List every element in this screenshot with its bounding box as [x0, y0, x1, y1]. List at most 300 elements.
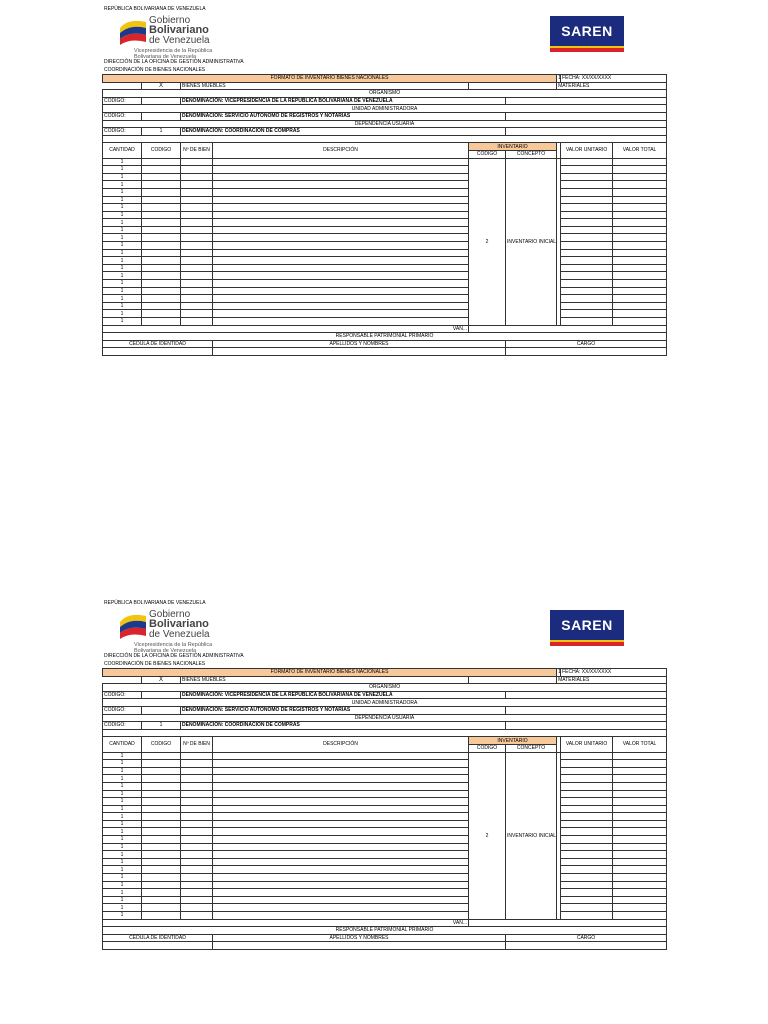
dep-codigo-value[interactable]: 1	[142, 722, 181, 730]
row-codigo[interactable]	[142, 851, 181, 859]
row-num-bien[interactable]	[181, 318, 213, 326]
org-codigo-value[interactable]	[142, 691, 181, 699]
row-codigo[interactable]	[142, 257, 181, 265]
row-descripcion[interactable]	[213, 234, 469, 242]
row-valor-unitario[interactable]	[561, 173, 613, 181]
fecha-field[interactable]: FECHA: XX/XX/XXXX	[561, 669, 667, 677]
fecha-field[interactable]: FECHA: XX/XX/XXXX	[561, 75, 667, 83]
row-descripcion[interactable]	[213, 219, 469, 227]
row-descripcion[interactable]	[213, 866, 469, 874]
row-num-bien[interactable]	[181, 173, 213, 181]
row-num-bien[interactable]	[181, 866, 213, 874]
row-cantidad[interactable]: 1	[103, 858, 142, 866]
row-cantidad[interactable]: 1	[103, 805, 142, 813]
row-descripcion[interactable]	[213, 302, 469, 310]
row-cantidad[interactable]: 1	[103, 912, 142, 920]
table-row	[103, 264, 667, 272]
row-num-bien[interactable]	[181, 264, 213, 272]
row-codigo[interactable]	[142, 204, 181, 212]
row-descripcion[interactable]	[213, 881, 469, 889]
row-num-bien[interactable]	[181, 782, 213, 790]
row-codigo[interactable]	[142, 912, 181, 920]
row-valor-unitario[interactable]	[561, 295, 613, 303]
row-num-bien[interactable]	[181, 272, 213, 280]
row-valor-unitario[interactable]	[561, 249, 613, 257]
row-descripcion[interactable]	[213, 310, 469, 318]
row-num-bien[interactable]	[181, 257, 213, 265]
row-cantidad[interactable]: 1	[103, 874, 142, 882]
row-valor-total[interactable]	[613, 234, 667, 242]
row-codigo[interactable]	[142, 166, 181, 174]
row-cantidad[interactable]: 1	[103, 820, 142, 828]
bienes-muebles-label: BIENES MUEBLES	[181, 82, 469, 90]
row-num-bien[interactable]	[181, 166, 213, 174]
cedula-field[interactable]	[103, 348, 213, 356]
org-codigo-label: CODIGO:	[103, 97, 142, 105]
row-descripcion[interactable]	[213, 204, 469, 212]
dep-codigo-value[interactable]: 1	[142, 128, 181, 136]
row-valor-total[interactable]	[613, 166, 667, 174]
row-num-bien[interactable]	[181, 904, 213, 912]
row-codigo[interactable]	[142, 295, 181, 303]
bienes-muebles-mark[interactable]: X	[142, 676, 181, 684]
row-valor-total[interactable]	[613, 851, 667, 859]
row-cantidad[interactable]: 1	[103, 181, 142, 189]
table-row	[103, 775, 667, 783]
row-valor-total[interactable]	[613, 798, 667, 806]
row-codigo[interactable]	[142, 211, 181, 219]
row-descripcion[interactable]	[213, 158, 469, 166]
row-cantidad[interactable]: 1	[103, 196, 142, 204]
row-num-bien[interactable]	[181, 836, 213, 844]
republic-label: REPÚBLICA BOLIVARIANA DE VENEZUELA	[104, 6, 206, 12]
row-valor-total[interactable]	[613, 264, 667, 272]
row-cantidad[interactable]: 1	[103, 767, 142, 775]
row-num-bien[interactable]	[181, 896, 213, 904]
row-codigo[interactable]	[142, 302, 181, 310]
row-valor-total[interactable]	[613, 302, 667, 310]
row-descripcion[interactable]	[213, 858, 469, 866]
row-codigo[interactable]	[142, 813, 181, 821]
row-valor-total[interactable]	[613, 866, 667, 874]
row-descripcion[interactable]	[213, 264, 469, 272]
row-valor-unitario[interactable]	[561, 752, 613, 760]
row-valor-total[interactable]	[613, 858, 667, 866]
row-valor-unitario[interactable]	[561, 904, 613, 912]
row-valor-total[interactable]	[613, 752, 667, 760]
row-cantidad[interactable]: 1	[103, 828, 142, 836]
row-num-bien[interactable]	[181, 302, 213, 310]
row-valor-unitario[interactable]	[561, 310, 613, 318]
gob-logo-line3: de Venezuela	[149, 629, 210, 640]
row-descripcion[interactable]	[213, 904, 469, 912]
row-valor-unitario[interactable]	[561, 828, 613, 836]
row-cantidad[interactable]: 1	[103, 790, 142, 798]
row-valor-unitario[interactable]	[561, 196, 613, 204]
row-valor-unitario[interactable]	[561, 843, 613, 851]
row-valor-total[interactable]	[613, 843, 667, 851]
row-num-bien[interactable]	[181, 820, 213, 828]
row-valor-total[interactable]	[613, 896, 667, 904]
row-descripcion[interactable]	[213, 782, 469, 790]
row-valor-unitario[interactable]	[561, 158, 613, 166]
row-valor-total[interactable]	[613, 805, 667, 813]
row-valor-total[interactable]	[613, 881, 667, 889]
row-cantidad[interactable]: 1	[103, 173, 142, 181]
row-cantidad[interactable]: 1	[103, 310, 142, 318]
row-num-bien[interactable]	[181, 249, 213, 257]
row-valor-total[interactable]	[613, 310, 667, 318]
row-cantidad[interactable]: 1	[103, 166, 142, 174]
row-cantidad[interactable]: 1	[103, 851, 142, 859]
row-cantidad[interactable]: 1	[103, 843, 142, 851]
row-valor-unitario[interactable]	[561, 257, 613, 265]
coordination-label: COORDINACIÓN DE BIENES NACIONALES	[104, 661, 206, 667]
row-valor-unitario[interactable]	[561, 219, 613, 227]
row-valor-total[interactable]	[613, 204, 667, 212]
row-descripcion[interactable]	[213, 272, 469, 280]
row-descripcion[interactable]	[213, 257, 469, 265]
row-num-bien[interactable]	[181, 767, 213, 775]
row-num-bien[interactable]	[181, 242, 213, 250]
row-cantidad[interactable]: 1	[103, 280, 142, 288]
row-valor-unitario[interactable]	[561, 280, 613, 288]
row-inv-codigo: 2	[469, 158, 506, 325]
row-valor-unitario[interactable]	[561, 820, 613, 828]
row-num-bien[interactable]	[181, 752, 213, 760]
row-cantidad[interactable]: 1	[103, 798, 142, 806]
row-cantidad[interactable]: 1	[103, 866, 142, 874]
row-descripcion[interactable]	[213, 805, 469, 813]
row-num-bien[interactable]	[181, 310, 213, 318]
row-codigo[interactable]	[142, 881, 181, 889]
bienes-muebles-mark[interactable]: X	[142, 82, 181, 90]
row-valor-total[interactable]	[613, 226, 667, 234]
row-valor-unitario[interactable]	[561, 836, 613, 844]
row-cantidad[interactable]: 1	[103, 188, 142, 196]
col-num-bien: Nº DE BIEN	[181, 143, 213, 158]
row-valor-unitario[interactable]	[561, 912, 613, 920]
row-codigo[interactable]	[142, 280, 181, 288]
row-cantidad[interactable]: 1	[103, 318, 142, 326]
row-descripcion[interactable]	[213, 318, 469, 326]
row-valor-unitario[interactable]	[561, 805, 613, 813]
row-num-bien[interactable]	[181, 760, 213, 768]
row-cantidad[interactable]: 1	[103, 264, 142, 272]
row-descripcion[interactable]	[213, 242, 469, 250]
row-codigo[interactable]	[142, 287, 181, 295]
row-codigo[interactable]	[142, 173, 181, 181]
row-codigo[interactable]	[142, 836, 181, 844]
row-valor-total[interactable]	[613, 173, 667, 181]
row-descripcion[interactable]	[213, 295, 469, 303]
row-valor-total[interactable]	[613, 790, 667, 798]
row-cantidad[interactable]: 1	[103, 158, 142, 166]
row-codigo[interactable]	[142, 790, 181, 798]
row-cantidad[interactable]: 1	[103, 881, 142, 889]
row-valor-unitario[interactable]	[561, 302, 613, 310]
row-descripcion[interactable]	[213, 889, 469, 897]
row-num-bien[interactable]	[181, 843, 213, 851]
row-cantidad[interactable]: 1	[103, 813, 142, 821]
row-valor-total[interactable]	[613, 211, 667, 219]
row-valor-total[interactable]	[613, 257, 667, 265]
cargo-field[interactable]	[506, 348, 667, 356]
row-descripcion[interactable]	[213, 790, 469, 798]
row-valor-total[interactable]	[613, 767, 667, 775]
row-descripcion[interactable]	[213, 896, 469, 904]
row-valor-total[interactable]	[613, 782, 667, 790]
row-descripcion[interactable]	[213, 767, 469, 775]
row-codigo[interactable]	[142, 896, 181, 904]
row-codigo[interactable]	[142, 820, 181, 828]
row-valor-total[interactable]	[613, 188, 667, 196]
row-codigo[interactable]	[142, 188, 181, 196]
row-valor-total[interactable]	[613, 760, 667, 768]
row-codigo[interactable]	[142, 219, 181, 227]
row-valor-unitario[interactable]	[561, 234, 613, 242]
table-row	[103, 234, 667, 242]
row-valor-unitario[interactable]	[561, 851, 613, 859]
row-valor-unitario[interactable]	[561, 790, 613, 798]
row-descripcion[interactable]	[213, 752, 469, 760]
row-valor-total[interactable]	[613, 813, 667, 821]
unidad-codigo-value[interactable]	[142, 706, 181, 714]
row-valor-unitario[interactable]	[561, 226, 613, 234]
table-row	[103, 828, 667, 836]
row-valor-total[interactable]	[613, 196, 667, 204]
row-valor-total[interactable]	[613, 158, 667, 166]
row-valor-total[interactable]	[613, 828, 667, 836]
row-cantidad[interactable]: 1	[103, 904, 142, 912]
row-codigo[interactable]	[142, 226, 181, 234]
row-descripcion[interactable]	[213, 211, 469, 219]
row-cantidad[interactable]: 1	[103, 287, 142, 295]
row-codigo[interactable]	[142, 272, 181, 280]
row-valor-unitario[interactable]	[561, 858, 613, 866]
row-codigo[interactable]	[142, 196, 181, 204]
row-valor-total[interactable]	[613, 181, 667, 189]
row-codigo[interactable]	[142, 242, 181, 250]
row-valor-total[interactable]	[613, 295, 667, 303]
row-valor-unitario[interactable]	[561, 181, 613, 189]
row-cantidad[interactable]: 1	[103, 242, 142, 250]
row-valor-total[interactable]	[613, 318, 667, 326]
row-num-bien[interactable]	[181, 790, 213, 798]
table-row	[103, 790, 667, 798]
row-descripcion[interactable]	[213, 912, 469, 920]
row-cantidad[interactable]: 1	[103, 889, 142, 897]
row-valor-unitario[interactable]	[561, 287, 613, 295]
row-valor-unitario[interactable]	[561, 866, 613, 874]
row-descripcion[interactable]	[213, 760, 469, 768]
row-descripcion[interactable]	[213, 843, 469, 851]
row-descripcion[interactable]	[213, 196, 469, 204]
row-num-bien[interactable]	[181, 798, 213, 806]
row-valor-unitario[interactable]	[561, 211, 613, 219]
row-valor-unitario[interactable]	[561, 889, 613, 897]
row-valor-unitario[interactable]	[561, 896, 613, 904]
row-cantidad[interactable]: 1	[103, 302, 142, 310]
row-valor-total[interactable]	[613, 820, 667, 828]
row-valor-total[interactable]	[613, 242, 667, 250]
row-descripcion[interactable]	[213, 249, 469, 257]
row-valor-total[interactable]	[613, 775, 667, 783]
row-valor-unitario[interactable]	[561, 813, 613, 821]
row-valor-unitario[interactable]	[561, 881, 613, 889]
row-codigo[interactable]	[142, 828, 181, 836]
row-valor-unitario[interactable]	[561, 760, 613, 768]
row-descripcion[interactable]	[213, 874, 469, 882]
row-num-bien[interactable]	[181, 295, 213, 303]
row-codigo[interactable]	[142, 858, 181, 866]
row-cantidad[interactable]: 1	[103, 219, 142, 227]
row-codigo[interactable]	[142, 760, 181, 768]
row-descripcion[interactable]	[213, 181, 469, 189]
dependencia-header: DEPENDENCIA USUARIA	[103, 120, 667, 128]
row-codigo[interactable]	[142, 264, 181, 272]
row-num-bien[interactable]	[181, 211, 213, 219]
row-codigo[interactable]	[142, 805, 181, 813]
row-codigo[interactable]	[142, 181, 181, 189]
row-codigo[interactable]	[142, 889, 181, 897]
col-cantidad: CANTIDAD	[103, 143, 142, 158]
row-descripcion[interactable]	[213, 851, 469, 859]
row-valor-unitario[interactable]	[561, 188, 613, 196]
row-num-bien[interactable]	[181, 889, 213, 897]
row-cantidad[interactable]: 1	[103, 257, 142, 265]
row-codigo[interactable]	[142, 310, 181, 318]
row-cantidad[interactable]: 1	[103, 752, 142, 760]
row-num-bien[interactable]	[181, 813, 213, 821]
table-row	[103, 249, 667, 257]
row-cantidad[interactable]: 1	[103, 211, 142, 219]
item-rows	[103, 752, 667, 919]
row-descripcion[interactable]	[213, 820, 469, 828]
row-descripcion[interactable]	[213, 173, 469, 181]
row-num-bien[interactable]	[181, 226, 213, 234]
row-num-bien[interactable]	[181, 234, 213, 242]
apellidos-field[interactable]	[213, 348, 506, 356]
row-descripcion[interactable]	[213, 828, 469, 836]
row-cantidad[interactable]: 1	[103, 226, 142, 234]
row-descripcion[interactable]	[213, 798, 469, 806]
cargo-field[interactable]	[506, 942, 667, 950]
row-cantidad[interactable]: 1	[103, 896, 142, 904]
cedula-field[interactable]	[103, 942, 213, 950]
row-descripcion[interactable]	[213, 775, 469, 783]
row-valor-total[interactable]	[613, 874, 667, 882]
row-valor-total[interactable]	[613, 280, 667, 288]
row-num-bien[interactable]	[181, 912, 213, 920]
row-valor-total[interactable]	[613, 249, 667, 257]
row-valor-total[interactable]	[613, 219, 667, 227]
row-valor-total[interactable]	[613, 287, 667, 295]
row-num-bien[interactable]	[181, 188, 213, 196]
row-codigo[interactable]	[142, 782, 181, 790]
row-num-bien[interactable]	[181, 805, 213, 813]
row-num-bien[interactable]	[181, 287, 213, 295]
row-valor-total[interactable]	[613, 272, 667, 280]
row-num-bien[interactable]	[181, 181, 213, 189]
row-descripcion[interactable]	[213, 226, 469, 234]
row-num-bien[interactable]	[181, 881, 213, 889]
saren-logo	[550, 16, 624, 52]
row-num-bien[interactable]	[181, 874, 213, 882]
row-cantidad[interactable]: 1	[103, 204, 142, 212]
row-num-bien[interactable]	[181, 219, 213, 227]
row-codigo[interactable]	[142, 798, 181, 806]
row-cantidad[interactable]: 1	[103, 234, 142, 242]
row-valor-unitario[interactable]	[561, 798, 613, 806]
row-cantidad[interactable]: 1	[103, 775, 142, 783]
row-valor-total[interactable]	[613, 912, 667, 920]
saren-stripe-red	[550, 48, 624, 52]
row-num-bien[interactable]	[181, 196, 213, 204]
row-codigo[interactable]	[142, 249, 181, 257]
row-valor-unitario[interactable]	[561, 318, 613, 326]
row-num-bien[interactable]	[181, 828, 213, 836]
row-valor-unitario[interactable]	[561, 775, 613, 783]
row-valor-total[interactable]	[613, 904, 667, 912]
row-descripcion[interactable]	[213, 836, 469, 844]
row-codigo[interactable]	[142, 234, 181, 242]
row-valor-unitario[interactable]	[561, 166, 613, 174]
table-row	[103, 866, 667, 874]
row-valor-unitario[interactable]	[561, 782, 613, 790]
row-codigo[interactable]	[142, 904, 181, 912]
row-num-bien[interactable]	[181, 858, 213, 866]
row-num-bien[interactable]	[181, 158, 213, 166]
row-valor-total[interactable]	[613, 889, 667, 897]
row-cantidad[interactable]: 1	[103, 836, 142, 844]
table-row	[103, 211, 667, 219]
row-codigo[interactable]	[142, 843, 181, 851]
row-descripcion[interactable]	[213, 188, 469, 196]
row-descripcion[interactable]	[213, 166, 469, 174]
row-valor-unitario[interactable]	[561, 767, 613, 775]
apellidos-field[interactable]	[213, 942, 506, 950]
row-cantidad[interactable]: 1	[103, 782, 142, 790]
row-num-bien[interactable]	[181, 775, 213, 783]
row-cantidad[interactable]: 1	[103, 760, 142, 768]
row-valor-unitario[interactable]	[561, 242, 613, 250]
row-cantidad[interactable]: 1	[103, 295, 142, 303]
row-descripcion[interactable]	[213, 280, 469, 288]
unidad-codigo-value[interactable]	[142, 112, 181, 120]
row-codigo[interactable]	[142, 775, 181, 783]
row-cantidad[interactable]: 1	[103, 249, 142, 257]
row-valor-unitario[interactable]	[561, 272, 613, 280]
row-num-bien[interactable]	[181, 851, 213, 859]
row-valor-unitario[interactable]	[561, 264, 613, 272]
row-valor-total[interactable]	[613, 836, 667, 844]
row-descripcion[interactable]	[213, 813, 469, 821]
row-codigo[interactable]	[142, 752, 181, 760]
row-descripcion[interactable]	[213, 287, 469, 295]
row-valor-unitario[interactable]	[561, 204, 613, 212]
row-num-bien[interactable]	[181, 280, 213, 288]
row-codigo[interactable]	[142, 158, 181, 166]
row-num-bien[interactable]	[181, 204, 213, 212]
row-codigo[interactable]	[142, 874, 181, 882]
row-cantidad[interactable]: 1	[103, 272, 142, 280]
org-codigo-value[interactable]	[142, 97, 181, 105]
row-codigo[interactable]	[142, 767, 181, 775]
row-codigo[interactable]	[142, 866, 181, 874]
row-valor-unitario[interactable]	[561, 874, 613, 882]
row-codigo[interactable]	[142, 318, 181, 326]
